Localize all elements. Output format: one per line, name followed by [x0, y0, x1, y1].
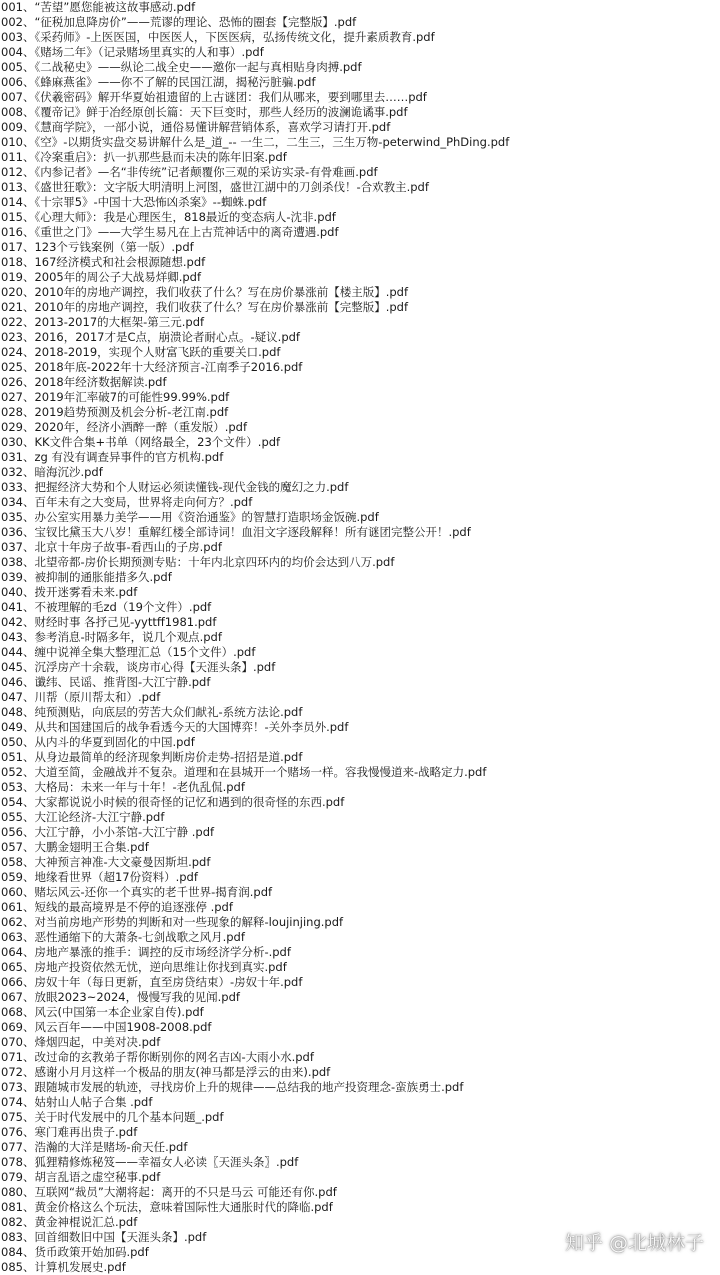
- file-list-item[interactable]: 022、2013-2017的大框架-第三元.pdf: [1, 315, 205, 329]
- file-list-item[interactable]: 040、拨开迷雾看未来.pdf: [1, 585, 138, 599]
- file-list-item[interactable]: 031、zg 有没有调查异事件的官方机构.pdf: [1, 450, 224, 464]
- file-list-item[interactable]: 007、《伏羲密码》解开华夏始祖遗留的上古谜团：我们从哪来，要到哪里去……pdf: [1, 90, 427, 104]
- file-list-item[interactable]: 041、不被理解的毛zd（19个文件）.pdf: [1, 600, 212, 614]
- file-list-item[interactable]: 067、放眼2023~2024，慢慢写我的见闻.pdf: [1, 990, 240, 1004]
- file-list-item[interactable]: 059、地缘看世界（超17份资料）.pdf: [1, 870, 198, 884]
- file-list-item[interactable]: 025、2018年底-2022年十大经济预言-江南季子2016.pdf: [1, 360, 303, 374]
- file-list-item[interactable]: 005、《二战秘史》——纵论二战全史——邀你一起与真相贴身肉搏.pdf: [1, 60, 362, 74]
- file-list-item[interactable]: 078、狐狸精修炼秘笈——幸福女人必读〖天涯头条〗.pdf: [1, 1155, 299, 1169]
- file-list-item[interactable]: 051、从身边最简单的经济现象判断房价走势-招招是道.pdf: [1, 750, 303, 764]
- file-list-item[interactable]: 018、167经济模式和社会根源随想.pdf: [1, 255, 206, 269]
- file-list-item[interactable]: 056、大江宁静，小小茶馆-大江宁静 .pdf: [1, 825, 215, 839]
- file-list-item[interactable]: 074、姑射山人帖子合集 .pdf: [1, 1095, 153, 1109]
- file-list-item[interactable]: 045、沉浮房产十余载，谈房市心得【天涯头条】.pdf: [1, 660, 276, 674]
- file-list-item[interactable]: 039、被抑制的通胀能措多久.pdf: [1, 570, 172, 584]
- file-list-item[interactable]: 058、大神预言神准-大文豪曼因斯坦.pdf: [1, 855, 211, 869]
- watermark: [565, 1228, 704, 1255]
- file-list-item[interactable]: 085、计算机发展史.pdf: [1, 1260, 126, 1274]
- file-list-item[interactable]: 077、浩瀚的大洋是赌场-俞天任.pdf: [1, 1140, 188, 1154]
- file-list-item[interactable]: 015、《心理大师》：我是心理医生，818最近的变态病人-沈非.pdf: [1, 210, 336, 224]
- file-list-item[interactable]: 050、从内斗的华夏到固化的中国.pdf: [1, 735, 195, 749]
- file-list-item[interactable]: 060、赌坛风云-还你一个真实的老千世界-揭育润.pdf: [1, 885, 273, 899]
- file-list-item[interactable]: 003、《采药师》-上医医国，中医医人，下医医病，弘扬传统文化，提升素质教育.pdf: [1, 30, 435, 44]
- file-list-item[interactable]: 027、2019年汇率破7的可能性99.99%.pdf: [1, 390, 230, 404]
- file-list-item[interactable]: 072、感谢小月月这样一个极品的朋友(神马都是浮云的由来).pdf: [1, 1065, 331, 1079]
- file-list-item[interactable]: 055、大江论经济-大江宁静.pdf: [1, 810, 165, 824]
- file-list-item[interactable]: 042、财经时事 各抒己见-yyttff1981.pdf: [1, 615, 217, 629]
- file-list-item[interactable]: 017、123个亏钱案例（第一版）.pdf: [1, 240, 194, 254]
- file-list-item[interactable]: 037、北京十年房子故事-看西山的子房.pdf: [1, 540, 222, 554]
- file-list-item[interactable]: 012、《内参记者》—名“非传统”记者颠覆你三观的采访实录-有骨难画.pdf: [1, 165, 378, 179]
- file-list-item[interactable]: 028、2019趋势预测及机会分析-老江南.pdf: [1, 405, 229, 419]
- file-list-item[interactable]: 020、2010年的房地产调控，我们收获了什么？写在房价暴涨前【楼主版】.pdf: [1, 285, 409, 299]
- watermark-author: @北城林子: [608, 1232, 704, 1254]
- file-list-item[interactable]: 054、大家都说说小时候的很奇怪的记忆和遇到的很奇怪的东西.pdf: [1, 795, 345, 809]
- file-list-item[interactable]: 024、2018-2019，实现个人财富飞跃的重要关口.pdf: [1, 345, 281, 359]
- file-list-item[interactable]: 065、房地产投资依然无忧，逆向思维让你找到真实.pdf: [1, 960, 287, 974]
- file-list-item[interactable]: 053、大格局：未来一年与十年！-老仇乱侃.pdf: [1, 780, 245, 794]
- file-list-item[interactable]: 010、《空》-以期货实盘交易讲解什么是_道_-- 一生二，二生三，三生万物-peterwind_PhDing.pdf: [1, 135, 510, 149]
- file-list-item[interactable]: 049、从共和国建国后的战争看透今天的大国博弈！-关外李员外.pdf: [1, 720, 349, 734]
- file-list-item[interactable]: 036、宝钗比黛玉大八岁！重解红楼全部诗词！血泪文字逐段解释！所有谜团完整公开！.pdf: [1, 525, 471, 539]
- file-list-item[interactable]: 038、北望帝都-房价长期预测专贴：十年内北京四环内的均价会达到八万.pdf: [1, 555, 395, 569]
- file-list-item[interactable]: 047、川帮（原川帮太和）.pdf: [1, 690, 161, 704]
- file-list-item[interactable]: 079、胡言乱语之虚空秘事.pdf: [1, 1170, 161, 1184]
- file-list-item[interactable]: 068、风云(中国第一本企业家自传).pdf: [1, 1005, 204, 1019]
- file-list-item[interactable]: 002、“征税加息降房价”——荒谬的理论、恐怖的圈套【完整版】.pdf: [1, 15, 357, 29]
- file-list-item[interactable]: 023、2016，2017才是C点，崩溃论者耐心点。-疑议.pdf: [1, 330, 300, 344]
- file-list-item[interactable]: 044、缠中说禅全集大整理汇总（15个文件）.pdf: [1, 645, 256, 659]
- file-list-item[interactable]: 030、KK文件合集+书单（网络最全，23个文件）.pdf: [1, 435, 281, 449]
- file-list-item[interactable]: 073、跟随城市发展的轨迹，寻找房价上升的规律——总结我的地产投资理念-蛮族勇士.pdf: [1, 1080, 464, 1094]
- file-list-item[interactable]: 019、2005年的周公子大战易烊卿.pdf: [1, 270, 202, 284]
- file-list-item[interactable]: 035、办公室实用暴力美学——用《资治通鉴》的智慧打造职场金饭碗.pdf: [1, 510, 379, 524]
- file-list-item[interactable]: 061、短线的最高境界是不停的追逐涨停 .pdf: [1, 900, 233, 914]
- file-list-item[interactable]: 008、《覆帝记》鲜于冶经原创长篇：天下巨变时，那些人经历的波澜诡谲事.pdf: [1, 105, 408, 119]
- file-list-item[interactable]: 080、互联网“裁员”大潮将起：离开的不只是马云 可能还有你.pdf: [1, 1185, 337, 1199]
- file-list-item[interactable]: 011、《冷案重启》：扒一扒那些悬而未决的陈年旧案.pdf: [1, 150, 287, 164]
- file-list-item[interactable]: 029、2020年，经济小酒醉一醉（重发版）.pdf: [1, 420, 248, 434]
- file-list-item[interactable]: 026、2018年经济数据解读.pdf: [1, 375, 167, 389]
- file-list-item[interactable]: 016、《重世之门》——大学生易凡在上古荒神话中的离奇遭遇.pdf: [1, 225, 339, 239]
- file-list-item[interactable]: 052、大道至简，金融战并不复杂。道理和在县城开一个赌场一样。容我慢慢道来-战略定力.pdf: [1, 765, 487, 779]
- file-list-item[interactable]: 004、《赌场二年》（记录赌场里真实的人和事）.pdf: [1, 45, 264, 59]
- file-list-item[interactable]: 066、房奴十年（每日更新，直至房贷结束）-房奴十年.pdf: [1, 975, 303, 989]
- file-list-item[interactable]: 057、大鹏金翅明王合集.pdf: [1, 840, 149, 854]
- file-list-item[interactable]: 033、把握经济大势和个人财运必须读懂钱-现代金钱的魔幻之力.pdf: [1, 480, 349, 494]
- file-list-item[interactable]: 084、货币政策开始加码.pdf: [1, 1245, 149, 1259]
- watermark-platform: 知乎: [564, 1232, 603, 1254]
- file-list-item[interactable]: 021、2010年的房地产调控，我们收获了什么？写在房价暴涨前【完整版】.pdf: [1, 300, 409, 314]
- file-list-item[interactable]: 001、“苦望”愿您能被这故事感动.pdf: [1, 0, 196, 14]
- file-list-item[interactable]: 046、谶纬、民谣、推背图-大江宁静.pdf: [1, 675, 211, 689]
- file-list-item[interactable]: 032、暗海沉沙.pdf: [1, 465, 103, 479]
- file-list-item[interactable]: 013、《盛世狂歌》：文字版大明清明上河图，盛世江湖中的刀剑杀伐！-合欢教主.pdf: [1, 180, 429, 194]
- file-list-item[interactable]: 048、纯预测贴，向底层的劳苦大众们献礼-系统方法论.pdf: [1, 705, 303, 719]
- file-list-item[interactable]: 009、《慧商学院》，一部小说，通俗易懂讲解营销体系，喜欢学习请打开.pdf: [1, 120, 391, 134]
- file-list-item[interactable]: 043、参考消息-时隔多年，说几个观点.pdf: [1, 630, 222, 644]
- file-list-item[interactable]: 075、关于时代发展中的几个基本问题_.pdf: [1, 1110, 224, 1124]
- file-list-item[interactable]: 062、对当前房地产形势的判断和对一些现象的解释-loujinjing.pdf: [1, 915, 344, 929]
- file-list-item[interactable]: 063、恶性通缩下的大萧条-七剑战歌之风月.pdf: [1, 930, 245, 944]
- file-list-item[interactable]: 034、百年未有之大变局，世界将走向何方？.pdf: [1, 495, 253, 509]
- file-list-item[interactable]: 071、改过命的玄教弟子帮你断别你的网名吉凶-大雨小水.pdf: [1, 1050, 314, 1064]
- file-list-item[interactable]: 064、房地产暴涨的推手：调控的反市场经济学分析-.pdf: [1, 945, 291, 959]
- file-list-item[interactable]: 070、烽烟四起，中美对决.pdf: [1, 1035, 161, 1049]
- file-list-item[interactable]: 082、黄金神棍说汇总.pdf: [1, 1215, 138, 1229]
- file-list-item[interactable]: 069、风云百年——中国1908-2008.pdf: [1, 1020, 212, 1034]
- file-list-item[interactable]: 083、回首细数旧中国【天涯头条】.pdf: [1, 1230, 207, 1244]
- file-list-item[interactable]: 081、黄金价格这么个玩法，意味着国际性大通胀时代的降临.pdf: [1, 1200, 333, 1214]
- file-list-item[interactable]: 014、《十宗罪5》-中国十大恐怖凶杀案》--蜘蛛.pdf: [1, 195, 267, 209]
- file-list-item[interactable]: 006、《蜂麻燕雀》——你不了解的民国江湖，揭秘污脏骗.pdf: [1, 75, 316, 89]
- file-list-item[interactable]: 076、寒门难再出贵子.pdf: [1, 1125, 138, 1139]
